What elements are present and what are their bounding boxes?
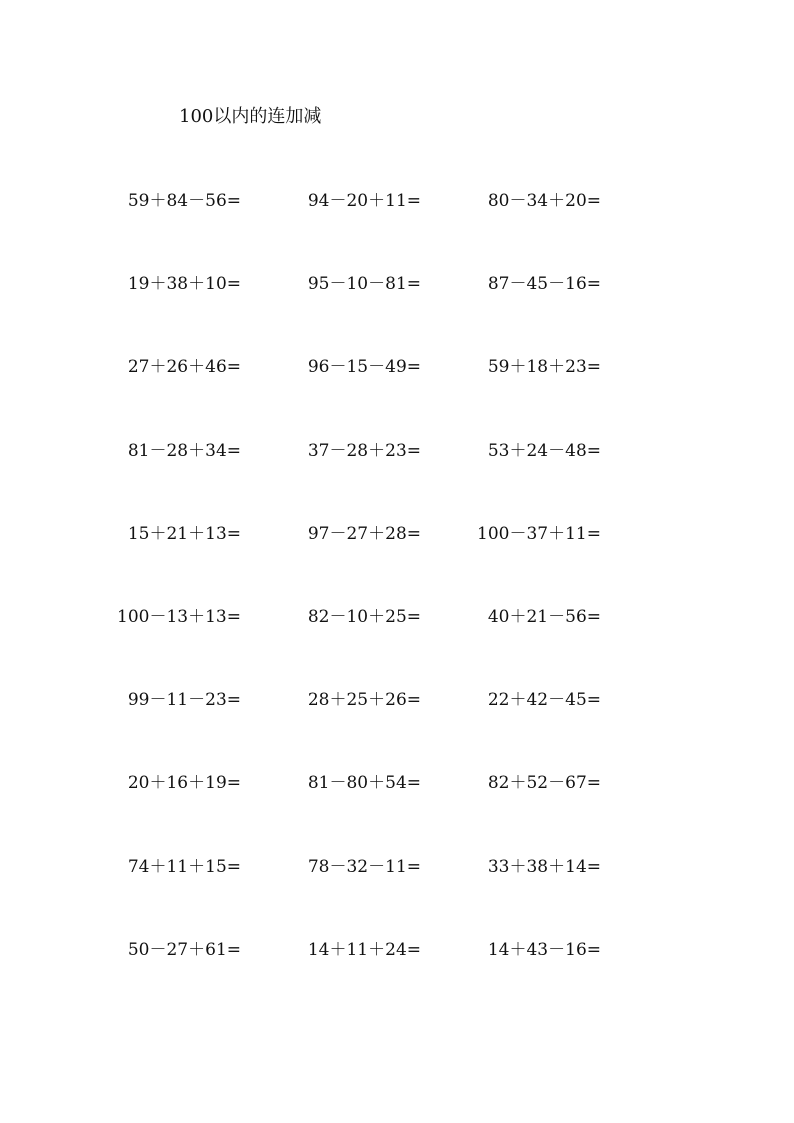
math-problem: 74＋11＋15= [127,856,241,877]
math-problem: 53＋24－48= [487,440,601,461]
math-problem: 15＋21＋13= [127,523,241,544]
math-problem: 59＋84－56= [127,191,241,211]
math-problem: 96－15－49= [307,357,421,378]
math-problem: 99－11－23= [127,690,241,711]
math-problem: 82＋52－67= [487,773,601,794]
math-problem: 97－27＋28= [307,523,421,544]
math-problem: 33＋38＋14= [487,856,601,877]
math-problem: 81－80＋54= [307,773,421,794]
math-problem: 50－27＋61= [127,939,241,960]
math-problem: 20＋16＋19= [127,773,241,794]
math-problem: 100－37＋11= [477,523,601,544]
math-problem: 27＋26＋46= [127,357,241,378]
math-problem: 87－45－16= [487,274,601,295]
math-problem: 81－28＋34= [127,440,241,461]
math-problem: 80－34＋20= [487,191,601,211]
math-problem: 100－13＋13= [117,607,241,627]
math-problem: 14＋43－16= [487,939,601,960]
math-problem: 19＋38＋10= [127,274,241,295]
math-problem: 78－32－11= [307,856,421,877]
math-problem: 95－10－81= [307,274,421,295]
math-problem: 28＋25＋26= [307,690,421,711]
math-problem: 40＋21－56= [487,607,601,627]
math-problem: 14＋11＋24= [307,939,421,960]
math-problem: 94－20＋11= [307,191,421,211]
math-problem: 37－28＋23= [307,440,421,461]
math-problem: 22＋42－45= [487,690,601,711]
math-problem: 59＋18＋23= [487,357,601,378]
math-problem: 82－10＋25= [307,607,421,627]
page-title: 100以内的连加减 [179,106,322,127]
